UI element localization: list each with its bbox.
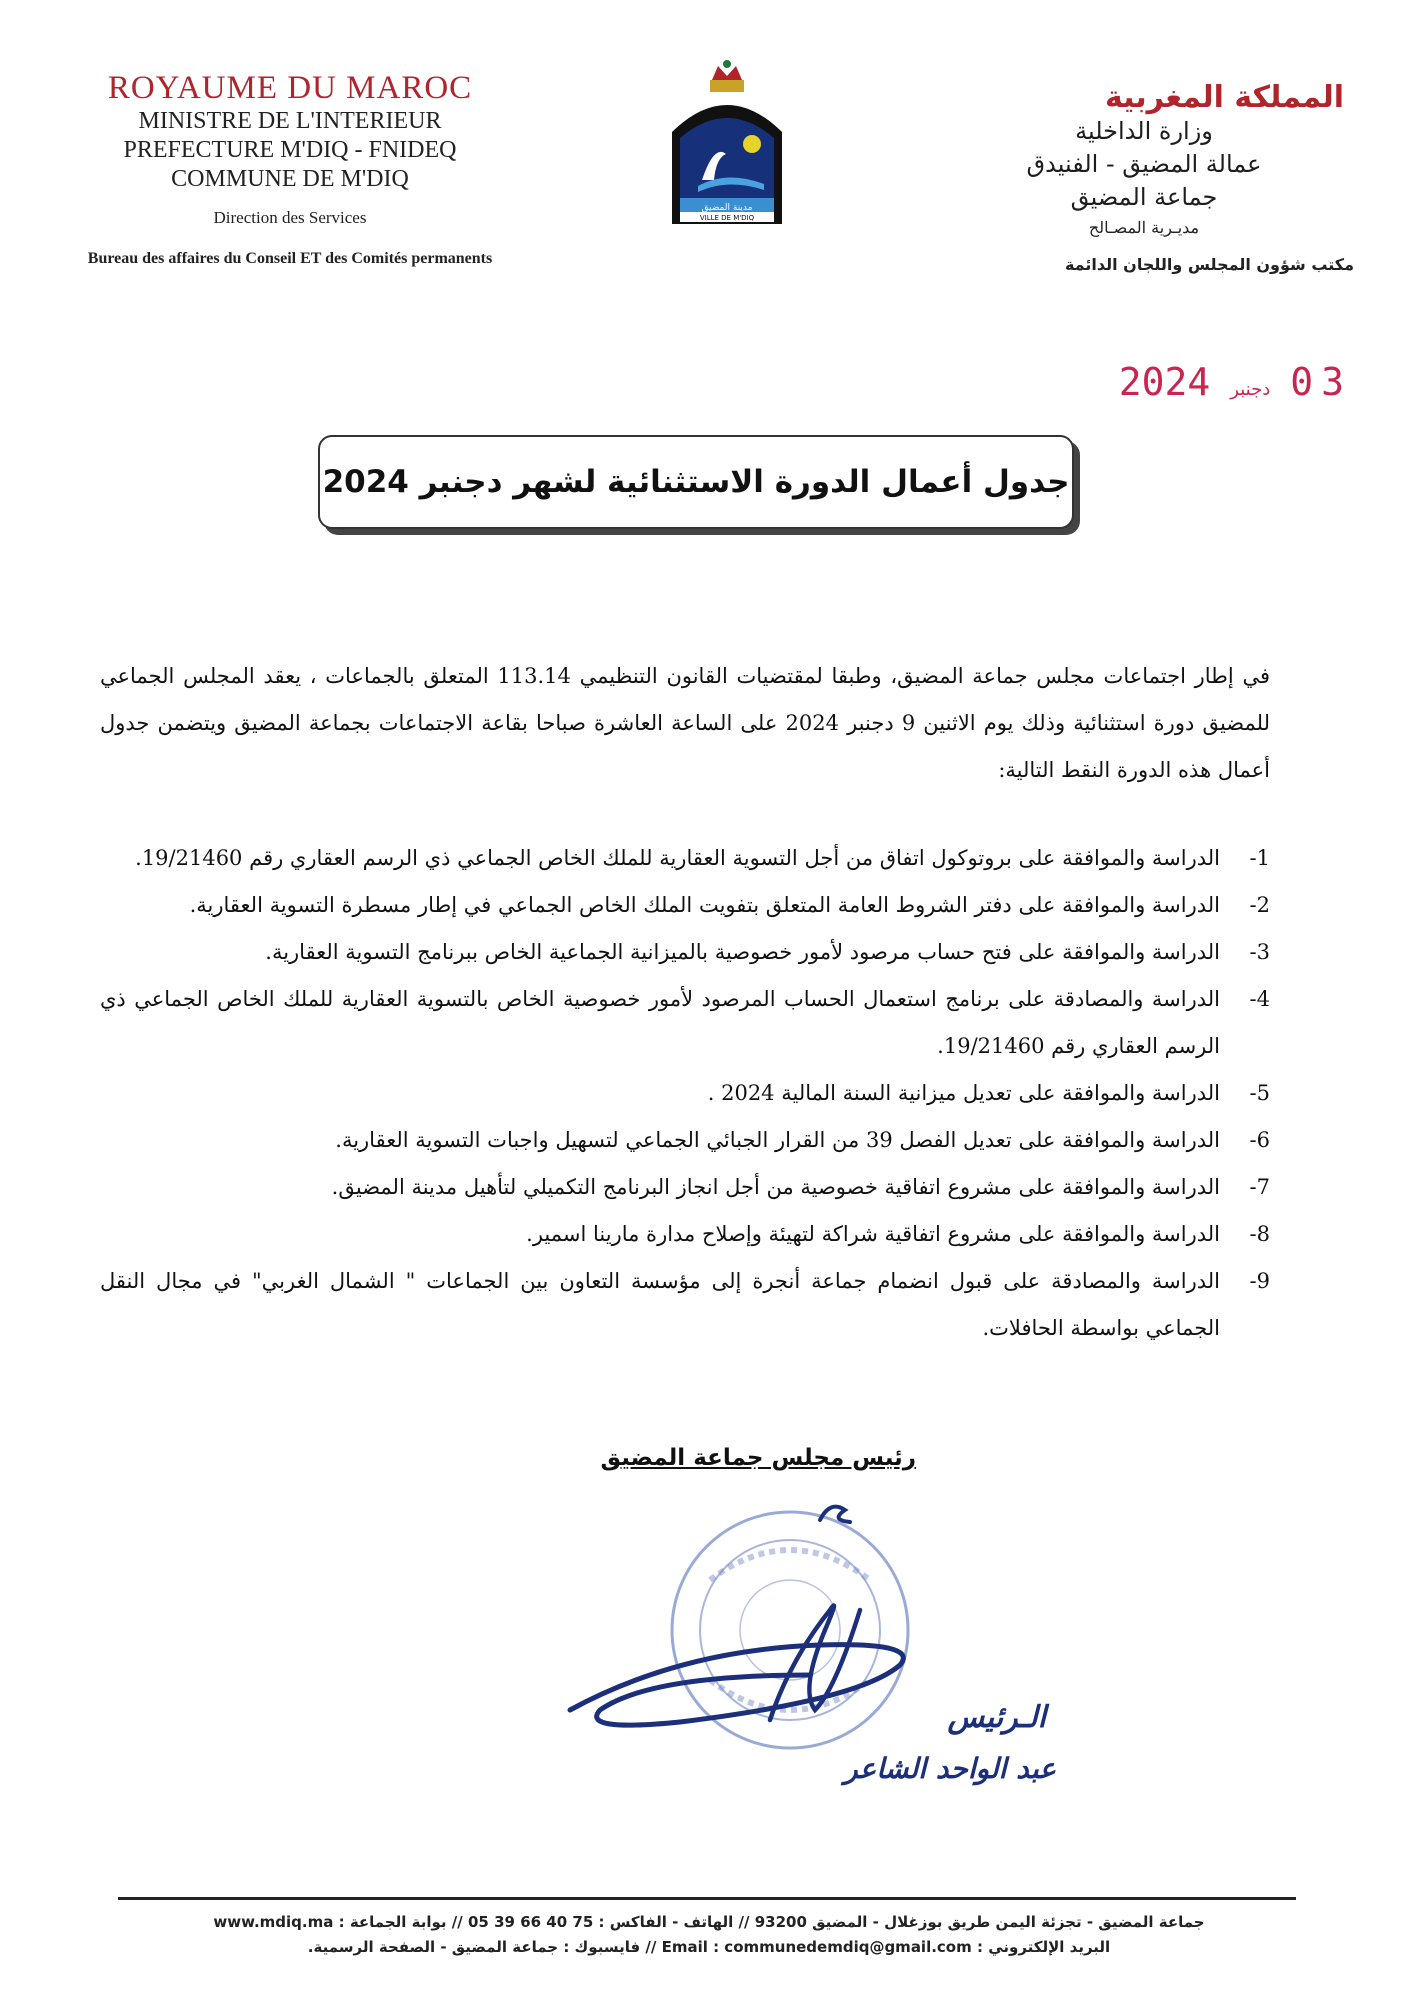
date-month: دجنبر: [1230, 379, 1271, 400]
prefecture-name-ar: عمالة المضيق - الفنيدق: [1026, 150, 1262, 178]
agenda-item-number: -9: [1249, 1269, 1270, 1293]
document-title: جدول أعمال الدورة الاستثنائية لشهر دجنبر 2024: [322, 464, 1070, 500]
agenda-item: [100, 835, 1270, 882]
agenda-item-text: الدراسة والموافقة على تعديل ميزانية السنة المالية 2024 .: [707, 1081, 1220, 1105]
agenda-item: [100, 1211, 1270, 1258]
footer: [130, 1910, 1288, 1960]
footer-contact-line: البريد الإلكتروني : Email : communedemdiq@gmail.com // فايسبوك : جماعة المضيق - الصفحة الرسمية.: [307, 1938, 1111, 1956]
agenda-item-text: الدراسة والموافقة على مشروع اتفاقية خصوصية من أجل انجاز البرنامج التكميلي لتأهيل مدينة المضيق.: [331, 1175, 1220, 1199]
agenda-item-number: -6: [1249, 1128, 1270, 1152]
agenda-item: [100, 1164, 1270, 1211]
agenda-item: [100, 1258, 1270, 1352]
header-left: [60, 70, 520, 276]
kingdom-name-ar: المملكة المغربية: [1104, 80, 1344, 115]
signature-role: الـرئيس: [947, 1700, 1046, 1735]
commune-name-ar: جماعة المضيق: [1070, 183, 1218, 211]
agenda-item-text: الدراسة والمصادقة على برنامج استعمال الحساب المرصود لأمور خصوصية الخاص بالتسوية العقارية للملك الخاص الجماعي ذي الرسم العقاري رقم 19/21460.: [100, 987, 1220, 1058]
agenda-list: [100, 835, 1270, 1352]
agenda-item-number: -1: [1249, 846, 1270, 870]
footer-address-line: جماعة المضيق - تجزئة اليمن طريق بوزغلال - المضيق 93200 // الهاتف - الفاكس : 75 40 66 39 05 // بوابة الجماعة : www.mdiq.ma: [213, 1913, 1205, 1931]
agenda-item: [100, 976, 1270, 1070]
agenda-item: [100, 882, 1270, 929]
prefecture-name-fr: PREFECTURE M'DIQ - FNIDEQ: [123, 137, 457, 163]
agenda-item-text: الدراسة والموافقة على مشروع اتفاقية شراكة لتهيئة وإصلاح مدارة مارينا اسمير.: [526, 1222, 1220, 1246]
agenda-item-text: الدراسة والموافقة على فتح حساب مرصود لأمور خصوصية بالميزانية الجماعية الخاص ببرنامج التسوية العقارية.: [265, 940, 1220, 964]
emblem-caption-ar: مدينة المضيق: [701, 203, 753, 213]
agenda-item-text: الدراسة والموافقة على تعديل الفصل 39 من القرار الجبائي الجماعي لتسهيل واجبات التسوية العقارية.: [335, 1128, 1220, 1152]
agenda-item: [100, 929, 1270, 976]
intro-paragraph: في إطار اجتماعات مجلس جماعة المضيق، وطبقا لمقتضيات القانون التنظيمي 113.14 المتعلق بالجماعات ، يعقد المجلس الجماعي للمضيق دورة استثنائية وذلك يوم الاثنين 9 دجنبر 2024 على الساعة العاشرة صباحا بقاعة الاجتماعات بجماعة المضيق ويتضمن جدول أعمال هذه الدورة النقط التالية:: [100, 664, 1270, 782]
emblem-caption-fr: VILLE DE M'DIQ: [699, 214, 755, 222]
ministry-name-fr: MINISTRE DE L'INTERIEUR: [138, 108, 442, 134]
city-emblem-logo: [668, 58, 786, 228]
direction-name-fr: Direction des Services: [213, 208, 367, 227]
agenda-item: [100, 1117, 1270, 1164]
bureau-name-ar: مكتب شؤون المجلس واللجان الدائمة: [1064, 255, 1354, 274]
agenda-item-number: -3: [1249, 940, 1270, 964]
signature-title: رئيس مجلس جماعة المضيق: [600, 1445, 916, 1471]
agenda-item: [100, 1070, 1270, 1117]
signatory-name: عبد الواحد الشاعر: [844, 1752, 1056, 1785]
document-title-box: [318, 435, 1074, 529]
header-right: [934, 80, 1354, 274]
ministry-name-ar: وزارة الداخلية: [1075, 117, 1213, 145]
date-year: 2024: [1118, 360, 1211, 404]
agenda-item-number: -5: [1249, 1081, 1270, 1105]
agenda-item-number: -4: [1249, 987, 1270, 1011]
agenda-item-number: -7: [1249, 1175, 1270, 1199]
direction-name-ar: مديـرية المصـالح: [1088, 218, 1200, 237]
bureau-name-fr: Bureau des affaires du Conseil ET des Comités permanents: [87, 250, 493, 267]
agenda-item-text: الدراسة والموافقة على بروتوكول اتفاق من أجل التسوية العقارية للملك الخاص الجماعي ذي الرسم العقاري رقم 19/21460.: [135, 846, 1220, 870]
agenda-item-number: -8: [1249, 1222, 1270, 1246]
agenda-item-number: -2: [1249, 893, 1270, 917]
agenda-item-text: الدراسة والمصادقة على قبول انضمام جماعة أنجرة إلى مؤسسة التعاون بين الجماعات " الشمال الغربي" في مجال النقل الجماعي بواسطة الحافلات.: [100, 1269, 1220, 1340]
agenda-item-text: الدراسة والموافقة على دفتر الشروط العامة المتعلق بتفويت الملك الخاص الجماعي في إطار مسطرة التسوية العقارية.: [189, 893, 1220, 917]
commune-name-fr: COMMUNE DE M'DIQ: [171, 166, 409, 192]
footer-divider: [118, 1897, 1296, 1900]
date-day: 03: [1290, 360, 1352, 404]
kingdom-name-fr: ROYAUME DU MAROC: [107, 70, 473, 106]
date-stamp: [1119, 360, 1352, 404]
